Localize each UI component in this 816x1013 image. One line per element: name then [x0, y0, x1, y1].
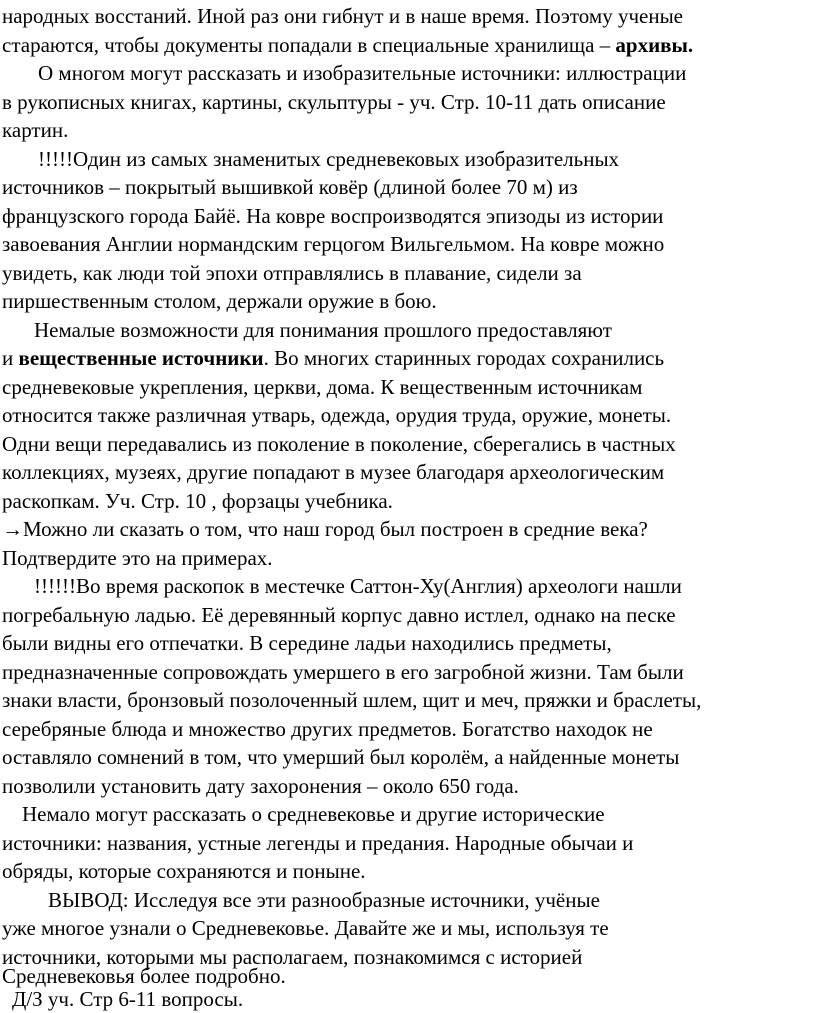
text-line — [2, 2, 683, 30]
text-line — [2, 458, 664, 486]
text-line — [2, 373, 642, 401]
text-run: !!!!!!Во время раскопок в местечке Саттон-Ху(Англия) археологи нашли — [34, 574, 682, 598]
text-line — [2, 857, 366, 885]
text-run: предназначенные сопровождать умершего в его загробной жизни. Там были — [2, 660, 684, 684]
text-line — [2, 344, 664, 372]
text-run: Одни вещи передавались из поколение в поколение, сберегались в частных — [2, 432, 676, 456]
text-line — [2, 230, 664, 258]
text-line — [2, 715, 653, 743]
text-run: раскопкам. Уч. Стр. 10 , форзацы учебника. — [2, 489, 393, 513]
text-run: увидеть, как люди той эпохи отправлялись в плавание, сидели за — [2, 261, 582, 285]
text-line — [2, 743, 679, 771]
text-line — [2, 658, 684, 686]
text-run: →Можно ли сказать о том, что наш город был построен в средние века? — [2, 517, 648, 541]
text-run: картин. — [2, 118, 69, 142]
text-line — [2, 202, 663, 230]
text-run: коллекциях, музеях, другие попадают в музее благодаря археологическим — [2, 460, 665, 484]
text-run: позволили установить дату захоронения – около 650 года. — [2, 774, 519, 798]
bold-term: вещественные источники — [18, 346, 264, 370]
text-line — [48, 886, 600, 914]
text-run: стараются, чтобы документы попадали в специальные хранилища – — [2, 33, 616, 57]
text-line — [2, 515, 648, 543]
text-line — [2, 259, 582, 287]
text-run: источники: названия, устные легенды и предания. Народные обычаи и — [2, 831, 634, 855]
text-line — [2, 829, 633, 857]
bold-term: архивы. — [615, 33, 694, 57]
text-run: источники, которыми мы располагаем, познакомимся с историей — [2, 945, 583, 969]
text-line — [2, 772, 519, 800]
text-line — [2, 686, 701, 714]
text-line — [12, 985, 243, 1013]
text-run: относится также различная утварь, одежда, орудия труда, оружие, монеты. — [2, 403, 672, 427]
text-line — [22, 800, 605, 828]
text-run: Подтвердите это на примерах. — [2, 546, 273, 570]
text-run: серебряные блюда и множество других предметов. Богатство находок не — [2, 717, 653, 741]
text-line — [2, 544, 273, 572]
text-run: народных восстаний. Иной раз они гибнут и в наше время. Поэтому ученые — [2, 4, 683, 28]
text-line — [2, 487, 393, 515]
text-run: пиршественным столом, держали оружие в бою. — [2, 289, 437, 313]
text-run: О многом могут рассказать и изобразительные источники: иллюстрации — [38, 61, 687, 85]
text-line — [2, 173, 578, 201]
text-run: в рукописных книгах, картины, скульптуры - уч. Стр. 10-11 дать описание — [2, 90, 666, 114]
text-run: погребальную ладью. Её деревянный корпус давно истлел, однако на песке — [2, 603, 676, 627]
text-line — [38, 59, 686, 87]
text-line — [2, 31, 693, 59]
text-run: средневековые укрепления, церкви, дома. К вещественным источникам — [2, 375, 643, 399]
text-run: знаки власти, бронзовый позолоченный шлем, щит и меч, пряжки и браслеты, — [2, 688, 702, 712]
text-run: Д/З уч. Стр 6-11 вопросы. — [12, 987, 244, 1011]
text-line — [38, 145, 619, 173]
text-run: оставляло сомнений в том, что умерший был королём, а найденные монеты — [2, 745, 680, 769]
text-run: обряды, которые сохраняются и поныне. — [2, 859, 366, 883]
text-run: были видны его отпечатки. В середине ладьи находились предметы, — [2, 631, 612, 655]
text-line — [2, 629, 612, 657]
text-run: Немало могут рассказать о средневековье и другие исторические — [22, 802, 605, 826]
text-run: ВЫВОД: Исследуя все эти разнообразные источники, учёные — [48, 888, 600, 912]
text-run: французского города Байё. На ковре воспроизводятся эпизоды из истории — [2, 204, 664, 228]
text-run: Средневековья более подробно. — [2, 964, 286, 988]
text-line — [2, 88, 666, 116]
text-run: и — [2, 346, 19, 370]
text-line — [2, 401, 671, 429]
text-run: завоевания Англии нормандским герцогом Вильгельмом. На ковре можно — [2, 232, 665, 256]
text-run: . Во многих старинных городах сохранились — [263, 346, 665, 370]
text-run: уже многое узнали о Средневековье. Давайте же и мы, используя те — [2, 916, 609, 940]
text-run: !!!!!Один из самых знаменитых средневековых изобразительных — [38, 147, 620, 171]
text-line — [34, 572, 682, 600]
text-line — [2, 914, 609, 942]
text-line — [34, 316, 612, 344]
text-line — [2, 287, 437, 315]
text-run: источников – покрытый вышивкой ковёр (длиной более 70 м) из — [2, 175, 578, 199]
text-run: Немалые возможности для понимания прошлого предоставляют — [34, 318, 612, 342]
text-line — [2, 601, 676, 629]
text-line — [2, 116, 68, 144]
text-line — [2, 430, 676, 458]
